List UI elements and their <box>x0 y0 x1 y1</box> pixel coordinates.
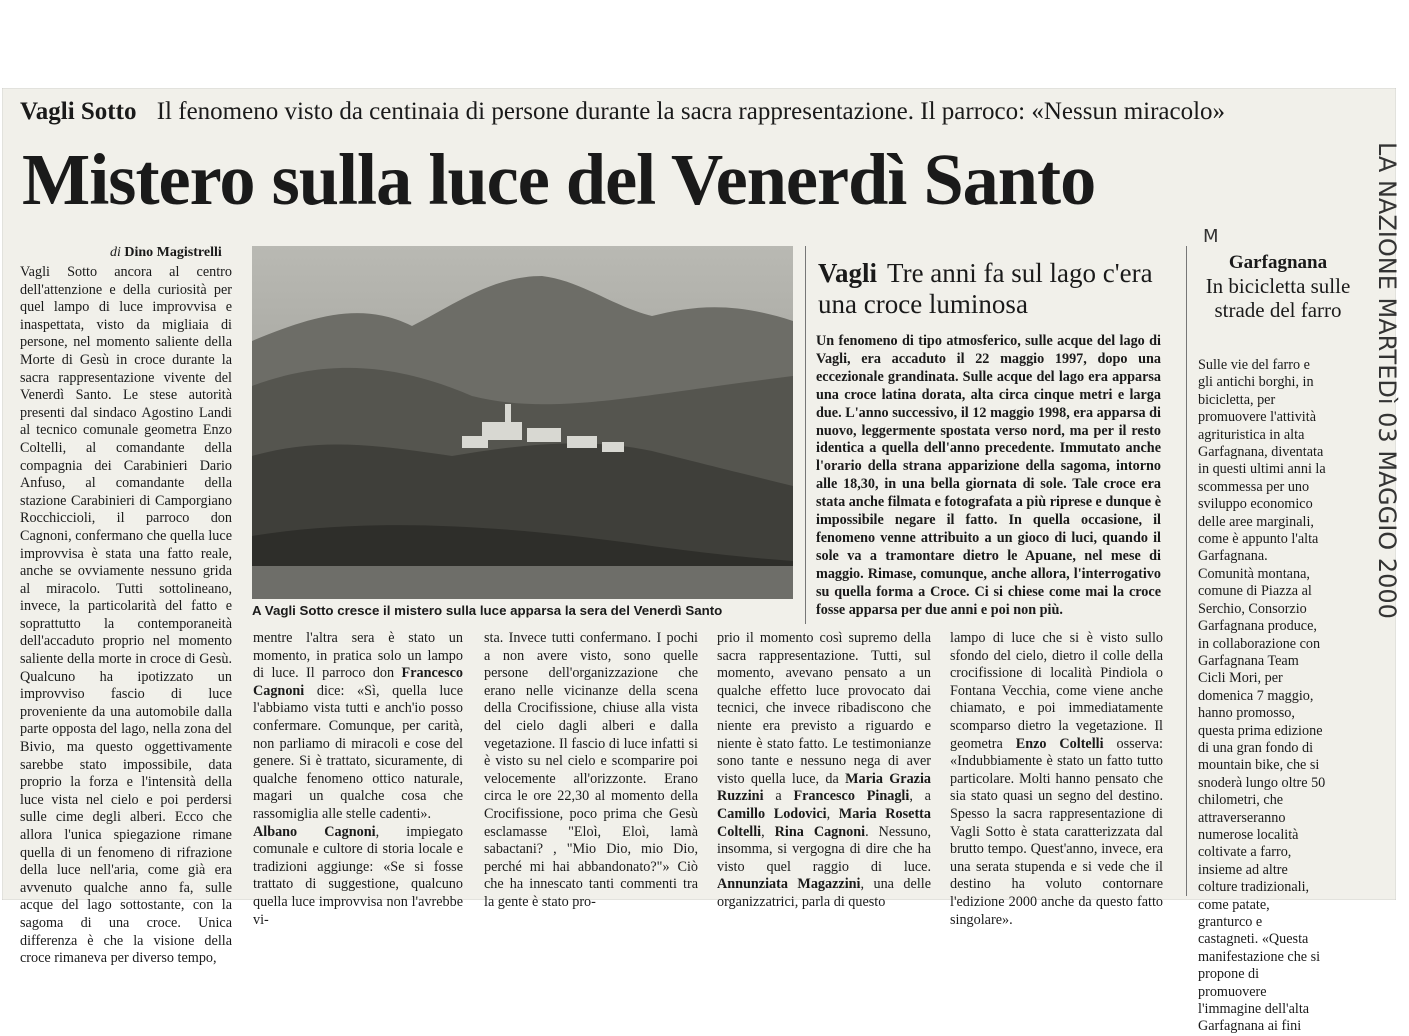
far-article-headline: In bicicletta sulle strade del farro <box>1205 274 1351 322</box>
overline-text: Il fenomeno visto da centinaia di persone durante la sacra rappresentazione. Il parroco: «Nessun miracolo» <box>156 98 1226 125</box>
text-run: , <box>761 823 775 840</box>
text-run: mentre l'altra sera è stato un momento, in pratica solo un lampo di luce. Il parroco don <box>253 630 463 682</box>
handwritten-mark: M <box>1203 226 1219 247</box>
text-run: prio il momento così supremo della sacra rappresentazione. Tutti, sul momento, avevano pensato a un qualche effetto luce provocato dai tecnici, che invece ribadiscono che niente era previsto a riguardo e niente è stato fatto. Le testimonianze sono tante e nessuno nega di aver visto quella luce, da <box>717 630 931 787</box>
name-highlight: Francesco Pinagli <box>793 788 910 805</box>
byline-author: Dino Magistrelli <box>124 245 222 260</box>
text-run: , a <box>909 788 931 805</box>
name-highlight: Maria Grazia Ruzzini <box>717 770 932 805</box>
headline: Mistero sulla luce del Venerdì Santo <box>22 139 1096 220</box>
column-divider <box>805 246 806 624</box>
text-run: lampo di luce che si è visto sullo sfondo del cielo, dietro il colle della crocifissione di località Pindiola o Fontana Vecchia, come viene anche chiamato, e poi immediatamente scomparso dietro la vegetazione. Il geometra <box>950 630 1163 752</box>
side-article-title <box>818 258 1188 320</box>
overline-kicker: Vagli Sotto <box>20 98 137 125</box>
main-article-col1: Vagli Sotto ancora al centro dell'attenzione e della curiosità per quel lampo di luce improvvisa e inaspettata, visto da migliaia di persone, nel momento saliente della Morte di Gesù in croce durante la sacra rappresentazione vivente del Venerdì Santo. Le stese autorità presenti dal sindaco Agostino Landi al tecnico comunale geometra Enzo Coltelli, al comandante della compagnia dei Carabinieri Dario Anfuso, al comandante della stazione Carabinieri di Camporgiano Rocchiccioli, il parroco don Cagnoni, confermano che quella luce improvvisa è stata una fatto reale, anche se ovviamente nessuno grida al miracolo. Tutti sottolineano, invece, la particolarità del fatto e soprattutto la contemporaneità dell'accaduto proprio nel momento saliente della morte in croce di Gesù. Qualcuno ha ipotizzato un improvviso fascio di luce proveniente da una automobile dalla parte opposta del lago, nella zona del Bivio, ma questo oggettivamente sarebbe stato impossibile, data proprio la forza e l'intensità della luce vista nel cielo e poi perdersi sulle cime degli alberi. Ecco che allora l'unica spiegazione rimane quella di un fenomeno di rifrazione della luce nell'aria, come già era avvenuto qualche anno fa, sulle acque del lago sottostante, con la sagoma di una croce. Unica differenza è che la visione della croce rimaneva per diverso tempo, <box>20 264 232 967</box>
name-highlight: Maria Rosetta Coltelli <box>717 805 931 840</box>
main-article-col2 <box>253 630 463 928</box>
village-photo <box>252 246 793 599</box>
text-run: , impiegato comunale e cultore di storia locale e tradizioni aggiunge: «Se si fosse trattato di suggestione, qualcuno quella luce improvvisa non l'avrebbe vi- <box>253 823 463 928</box>
text-run: osserva: «Indubbiamente è stato un fatto tutto particolare. Molti hanno pensato che sia stato quasi un segno del destino. Spesso la sacra rappresentazione di Vagli Sotto è stata caratterizzata dal brutto tempo. Quest'anno, invece, era una serata stupenda e si vede che il destino ha voluto contornare l'edizione 2000 anche da questo fatto singolare». <box>950 735 1164 928</box>
column-divider <box>1186 246 1187 896</box>
margin-note-text: LA NAZIONE MARTEDì 03 MAGGIO 2000 <box>1373 142 1401 619</box>
text-run: . Nessuno, insomma, si vergogna di dire che ha visto quel raggio di luce. <box>717 823 932 875</box>
name-highlight: Enzo Coltelli <box>1015 735 1104 752</box>
text-run: , una delle organizzatrici, parla di questo <box>717 876 931 910</box>
byline <box>110 245 222 261</box>
byline-prefix: di <box>110 245 121 260</box>
name-highlight: Rina Cagnoni <box>774 823 866 840</box>
name-highlight: Annunziata Magazzini <box>717 876 861 893</box>
side-article-body: Un fenomeno di tipo atmosferico, sulle acque del lago di Vagli, era accaduto il 22 maggio 1997, dopo una eccezionale grandinata. Sulle acque del lago era apparsa una croce latina dorata, alta circa cinque metri e larga due. L'anno successivo, il 12 maggio 1998, era apparsa di nuovo, leggermente spostata verso nord, ma per il resto identica a quella dell'anno precedente. Immutato anche l'orario della strana apparizione della sagoma, intorno alle 18,30, in una bella giornata di sole. Tale croce era stata anche filmata e fotografata a più riprese e dunque è impossibile negare il fatto. In quella occasione, il fenomeno venne attribuito a un gioco di luci, quando il sole va a tramontare dietro le Apuane, nel mese di maggio. Rimase, comunque, anche allora, l'interrogativo su quella forma a Croce. Ci si chiese come mai la croce fosse apparsa per due anni e poi non più. <box>816 333 1161 618</box>
name-highlight: Albano Cagnoni <box>253 823 376 840</box>
text-run: dice: «Sì, quella luce l'abbiamo vista tutti e anch'io posso confermare. Comunque, per carità, non parliamo di miracoli e cose del genere. Si è trattato, sicuramente, di qualche fenomeno ottico naturale, magari un qualche cosa che rassomiglia alle stelle cadenti». <box>253 682 463 822</box>
main-article-col5 <box>950 630 1164 928</box>
text-run: , <box>826 805 839 822</box>
side-article-headline: Tre anni fa sul lago c'era una croce luminosa <box>818 258 1153 319</box>
overline <box>20 98 1365 126</box>
main-article-col4 <box>717 630 932 910</box>
photo-caption: A Vagli Sotto cresce il mistero sulla luce apparsa la sera del Venerdì Santo <box>252 603 723 618</box>
name-highlight: Camillo Lodovici <box>717 805 827 822</box>
side-article-kicker: Vagli <box>818 258 878 288</box>
text-run: a <box>763 788 794 805</box>
far-article-title <box>1203 252 1353 322</box>
name-highlight: Francesco Cagnoni <box>253 665 463 699</box>
village-photo-image <box>252 246 793 599</box>
far-article-body: Sulle vie del farro e gli antichi borghi, in bicicletta, per promuovere l'attività agrituristica in alta Garfagnana, diventata in questi ultimi anni la scommessa per uno sviluppo economico delle aree marginali, come è appunto l'alta Garfagnana. Comunità montana, comune di Piazza al Serchio, Consorzio Garfagnana produce, in collaborazione con Garfagnana Team Cicli Mori, per domenica 7 maggio, hanno promosso, questa prima edizione di una gran fondo di mountain bike, che si snoderà lungo oltre 50 chilometri, che attraverseranno numerose località coltivate a farro, insieme ad altre colture tradizionali, come patate, granturco e castagneti. «Questa manifestazione che si propone di promuovere l'immagine dell'alta Garfagnana ai fini <box>1198 357 1326 1035</box>
far-article-kicker: Garfagnana <box>1228 252 1328 273</box>
main-article-col3: sta. Invece tutti confermano. I pochi a non avere visto, sono quelle persone dell'organizzazione che erano nelle vicinanze della scena della Crocifissione, chiuse alla vista del cielo dagli alberi e dalla vegetazione. Il fascio di luce infatti si è visto su nel cielo e scomparire poi velocemente all'orizzonte. Erano circa le ore 22,30 al momento della Crocifissione, poco prima che Gesù esclamasse "Eloì, Eloì, lamà sabactani? , "Mio Dio, mio Dio, perché mi hai abbandonato?"» Ciò che ha innescato tanti commenti tra la gente è stato pro- <box>484 630 698 910</box>
handwritten-margin-note <box>1365 140 1409 900</box>
